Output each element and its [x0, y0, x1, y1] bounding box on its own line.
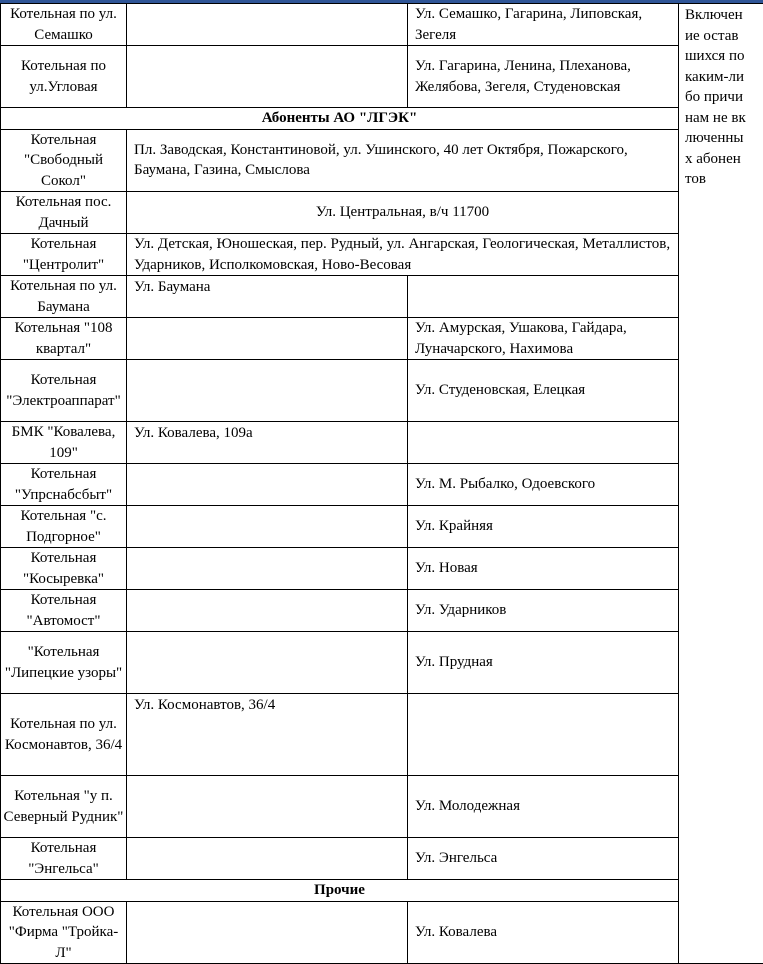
table-row	[1, 838, 763, 880]
table-row	[1, 276, 763, 318]
table-row	[1, 548, 763, 590]
streets-cell: Ул. М. Рыбалко, Одоевского	[408, 464, 679, 506]
boiler-name-cell: Котельная "у п. Северный Рудник"	[1, 776, 127, 838]
connected-streets-cell: Ул. Ковалева, 109а	[127, 422, 408, 464]
connected-streets-cell: Пл. Заводская, Константиновой, ул. Ушинского, 40 лет Октября, Пожарского, Баумана, Газина, Смыслова	[127, 129, 679, 192]
boiler-name-cell: Котельная "108 квартал"	[1, 318, 127, 360]
streets-cell	[408, 422, 679, 464]
boiler-name-cell: Котельная по ул. Баумана	[1, 276, 127, 318]
note-cell: Включение оставшихся по каким-либо причинам не включенных абонентов	[679, 4, 763, 964]
section-title-other: Прочие	[1, 880, 679, 902]
streets-cell	[408, 276, 679, 318]
boiler-name-cell: Котельная "Автомост"	[1, 590, 127, 632]
table-row	[1, 46, 763, 108]
connected-streets-cell	[127, 590, 408, 632]
boiler-name-cell: "Котельная "Липецкие узоры"	[1, 632, 127, 694]
table-row	[1, 590, 763, 632]
section-header-row	[1, 880, 763, 902]
connected-streets-cell	[127, 548, 408, 590]
streets-cell: Ул. Семашко, Гагарина, Липовская, Зегеля	[408, 4, 679, 46]
streets-cell	[408, 694, 679, 776]
streets-cell: Ул. Ударников	[408, 590, 679, 632]
streets-cell: Ул. Прудная	[408, 632, 679, 694]
table-row	[1, 129, 763, 192]
table-row	[1, 901, 763, 964]
boiler-name-cell: Котельная по ул. Семашко	[1, 4, 127, 46]
table-row	[1, 422, 763, 464]
table-row	[1, 776, 763, 838]
streets-cell: Ул. Студеновская, Елецкая	[408, 360, 679, 422]
boiler-houses-table	[0, 3, 763, 964]
connected-streets-cell	[127, 776, 408, 838]
merged-streets-cell: Ул. Центральная, в/ч 11700	[127, 192, 679, 234]
boiler-name-cell: Котельная пос. Дачный	[1, 192, 127, 234]
table-row	[1, 4, 763, 46]
boiler-name-cell: Котельная "Электроаппарат"	[1, 360, 127, 422]
table-row	[1, 234, 763, 276]
connected-streets-cell	[127, 506, 408, 548]
streets-cell: Ул. Крайняя	[408, 506, 679, 548]
boiler-name-cell: Котельная "Энгельса"	[1, 838, 127, 880]
connected-streets-cell	[127, 838, 408, 880]
boiler-name-cell: Котельная "Центролит"	[1, 234, 127, 276]
connected-streets-cell	[127, 632, 408, 694]
boiler-name-cell: БМК "Ковалева, 109"	[1, 422, 127, 464]
connected-streets-cell	[127, 901, 408, 964]
streets-cell: Ул. Ковалева	[408, 901, 679, 964]
table-row	[1, 192, 763, 234]
connected-streets-cell: Ул. Космонавтов, 36/4	[127, 694, 408, 776]
table-row	[1, 632, 763, 694]
section-header-row	[1, 108, 763, 130]
connected-streets-cell	[127, 318, 408, 360]
boiler-name-cell: Котельная "с. Подгорное"	[1, 506, 127, 548]
connected-streets-cell	[127, 360, 408, 422]
connected-streets-cell: Ул. Детская, Юношеская, пер. Рудный, ул. Ангарская, Геологическая, Металлистов, Ударников, Исполкомовская, Ново-Весовая	[127, 234, 679, 276]
streets-cell: Ул. Гагарина, Ленина, Плеханова, Желябова, Зегеля, Студеновская	[408, 46, 679, 108]
connected-streets-cell	[127, 4, 408, 46]
streets-cell: Ул. Новая	[408, 548, 679, 590]
boiler-name-cell: Котельная по ул. Космонавтов, 36/4	[1, 694, 127, 776]
boiler-name-cell: Котельная "Косыревка"	[1, 548, 127, 590]
streets-cell: Ул. Амурская, Ушакова, Гайдара, Луначарского, Нахимова	[408, 318, 679, 360]
table-row	[1, 464, 763, 506]
table-row	[1, 318, 763, 360]
streets-cell: Ул. Энгельса	[408, 838, 679, 880]
boiler-name-cell: Котельная по ул.Угловая	[1, 46, 127, 108]
table-row	[1, 506, 763, 548]
table-row	[1, 360, 763, 422]
boiler-name-cell: Котельная "Упрснабсбыт"	[1, 464, 127, 506]
connected-streets-cell	[127, 46, 408, 108]
section-title-lgek: Абоненты АО "ЛГЭК"	[1, 108, 679, 130]
connected-streets-cell	[127, 464, 408, 506]
streets-cell: Ул. Молодежная	[408, 776, 679, 838]
connected-streets-cell: Ул. Баумана	[127, 276, 408, 318]
boiler-name-cell: Котельная "Свободный Сокол"	[1, 129, 127, 192]
table-row	[1, 694, 763, 776]
boiler-name-cell: Котельная ООО "Фирма "Тройка-Л"	[1, 901, 127, 964]
